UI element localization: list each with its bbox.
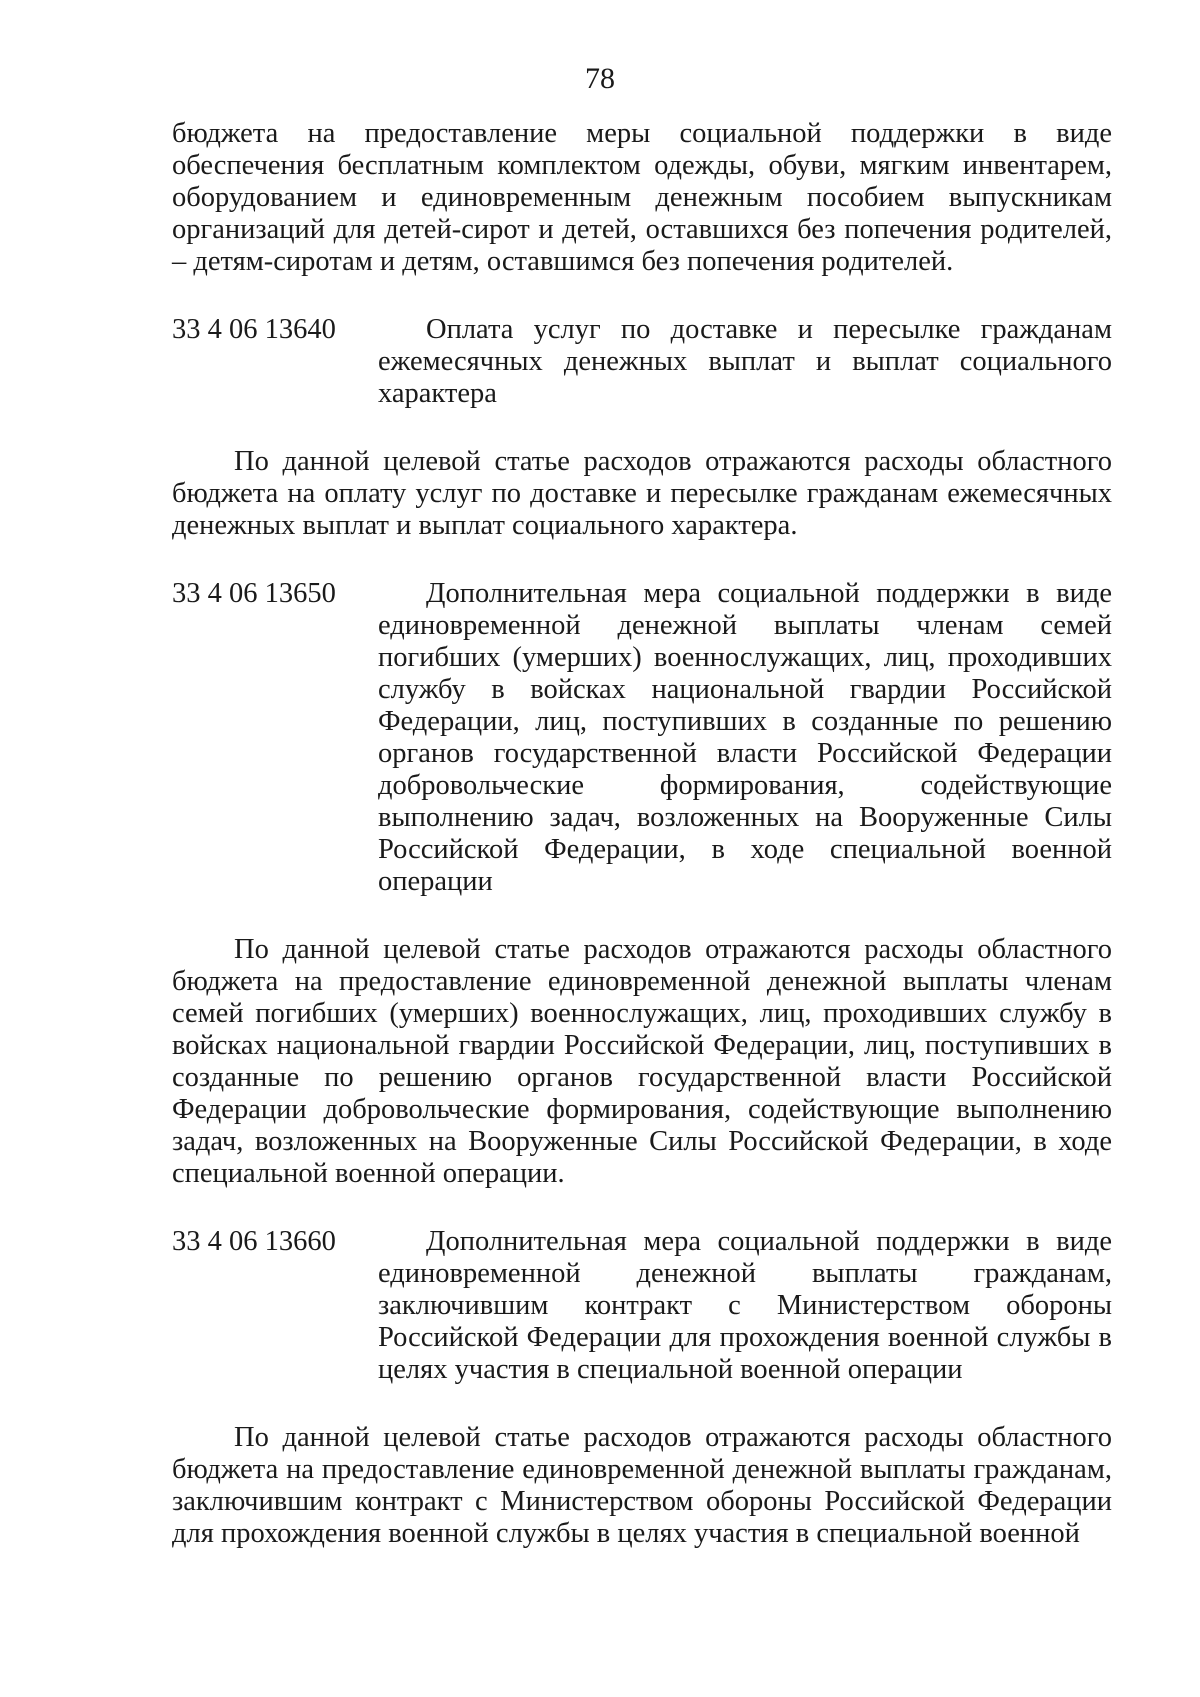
entry-title: Дополнительная мера социальной поддержки в виде единовременной денежной выплаты гражданам, заключившим контракт с Министерством обороны Российской Федерации для прохождения военной службы в целях участия в специальной военной операции bbox=[378, 1226, 1112, 1385]
entry-code: 33 4 06 13660 bbox=[172, 1226, 336, 1257]
entry-code: 33 4 06 13640 bbox=[172, 314, 336, 345]
entry-description: По данной целевой статье расходов отражаются расходы областного бюджета на предоставление единовременной денежной выплаты членам семей погибших (умерших) военнослужащих, лиц, проходивших службу в войсках национальной гвардии Российской Федерации, лиц, поступивших в созданные по решению органов государственной власти Российской Федерации добровольческие формирования, содействующие выполнению задач, возложенных на Вооруженные Силы Российской Федерации, в ходе специальной военной операции. bbox=[172, 934, 1112, 1189]
entry-description: По данной целевой статье расходов отражаются расходы областного бюджета на оплату услуг по доставке и пересылке гражданам ежемесячных денежных выплат и выплат социального характера. bbox=[172, 446, 1112, 541]
intro-paragraph: бюджета на предоставление меры социальной поддержки в виде обеспечения бесплатным комплектом одежды, обуви, мягким инвентарем, оборудованием и единовременным денежным пособием выпускникам организаций для детей-сирот и детей, оставшихся без попечения родителей, – детям-сиротам и детям, оставшимся без попечения родителей. bbox=[172, 118, 1112, 277]
budget-entry-13640 bbox=[172, 314, 1112, 410]
document-body bbox=[172, 118, 1112, 1550]
budget-entry-13660 bbox=[172, 1226, 1112, 1386]
budget-entry-13650 bbox=[172, 578, 1112, 898]
entry-code: 33 4 06 13650 bbox=[172, 578, 336, 609]
page-number: 78 bbox=[585, 62, 615, 95]
entry-title: Оплата услуг по доставке и пересылке гражданам ежемесячных денежных выплат и выплат социального характера bbox=[378, 314, 1112, 409]
entry-title: Дополнительная мера социальной поддержки в виде единовременной денежной выплаты членам семей погибших (умерших) военнослужащих, лиц, проходивших службу в войсках национальной гвардии Российской Федерации, лиц, поступивших в созданные по решению органов государственной власти Российской Федерации добровольческие формирования, содействующие выполнению задач, возложенных на Вооруженные Силы Российской Федерации, в ходе специальной военной операции bbox=[378, 578, 1112, 897]
entry-description: По данной целевой статье расходов отражаются расходы областного бюджета на предоставление единовременной денежной выплаты гражданам, заключившим контракт с Министерством обороны Российской Федерации для прохождения военной службы в целях участия в специальной военной bbox=[172, 1422, 1112, 1549]
